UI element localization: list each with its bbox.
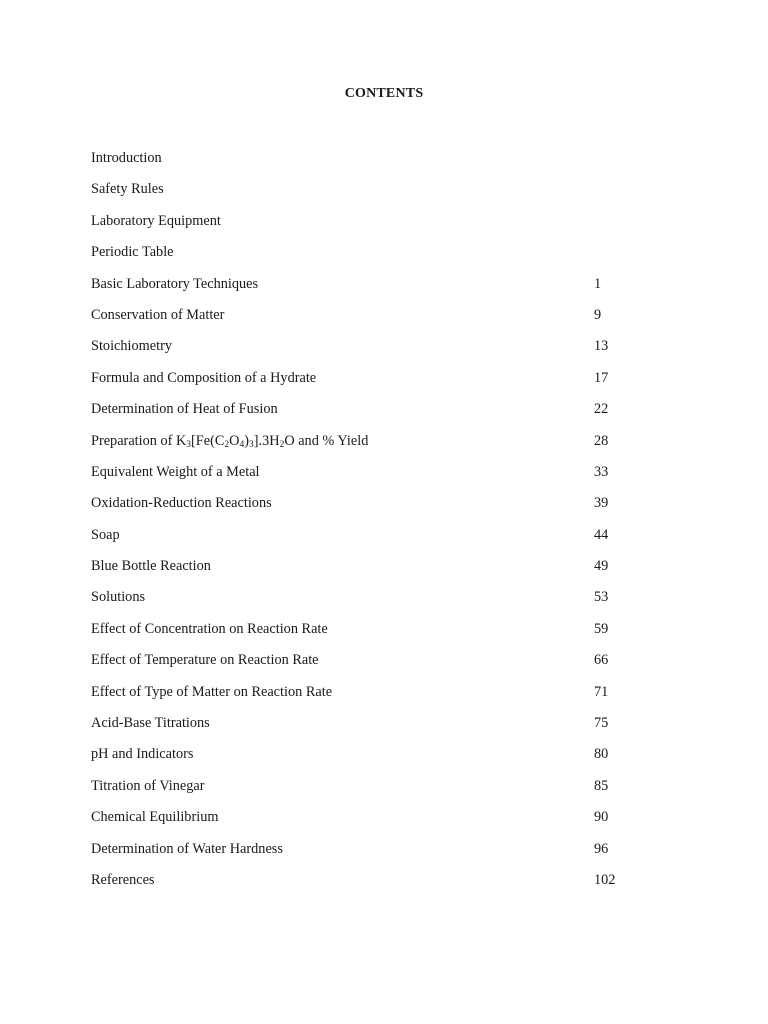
toc-entry-page: 1 [594, 275, 602, 292]
toc-entry-page: 39 [594, 495, 609, 512]
toc-entry-label: Formula and Composition of a Hydrate [91, 369, 317, 386]
toc-entry-solutions[interactable] [91, 588, 631, 619]
label-text: O [229, 432, 240, 449]
toc-entry-label: Effect of Temperature on Reaction Rate [91, 652, 319, 669]
toc-entry-label: Stoichiometry [91, 338, 173, 355]
toc-entry-introduction[interactable] [91, 149, 631, 180]
toc-entry-page: 90 [594, 809, 609, 826]
toc-entry-references[interactable] [91, 871, 631, 902]
contents-title: CONTENTS [344, 86, 424, 101]
toc-entry-oxidation-reduction[interactable] [91, 494, 631, 525]
toc-entry-preparation-yield[interactable] [91, 432, 631, 463]
toc-entry-label: References [91, 871, 155, 888]
label-text: Preparation of K [91, 432, 187, 449]
toc-entry-label: Soap [91, 526, 120, 543]
toc-entry-page: 13 [594, 338, 609, 355]
toc-entry-conservation-of-matter[interactable] [91, 306, 631, 337]
toc-entry-label: Effect of Type of Matter on Reaction Rate [91, 683, 333, 700]
toc-entry-formula-hydrate[interactable] [91, 369, 631, 400]
toc-entry-page: 71 [594, 683, 609, 700]
toc-entry-label: Determination of Water Hardness [91, 840, 283, 857]
label-text: ].3H [253, 432, 280, 449]
toc-entry-blue-bottle[interactable] [91, 557, 631, 588]
toc-entry-label: Blue Bottle Reaction [91, 558, 211, 575]
toc-entry-label: Laboratory Equipment [91, 212, 221, 229]
label-text: ) [244, 432, 249, 449]
toc-entry-page: 22 [594, 401, 609, 418]
toc-entry-page: 85 [594, 777, 609, 794]
toc-entry-label: Determination of Heat of Fusion [91, 401, 278, 418]
toc-entry-label: pH and Indicators [91, 746, 194, 763]
toc-entry-label: Periodic Table [91, 244, 174, 261]
toc-entry-label: Safety Rules [91, 181, 164, 198]
toc-entry-page: 44 [594, 526, 609, 543]
subscript: 4 [239, 439, 245, 450]
table-of-contents [91, 149, 631, 902]
toc-entry-label: Equivalent Weight of a Metal [91, 463, 260, 480]
toc-entry-page: 102 [594, 871, 616, 888]
toc-entry-stoichiometry[interactable] [91, 337, 631, 368]
toc-entry-heat-of-fusion[interactable] [91, 400, 631, 431]
toc-entry-page: 9 [594, 306, 602, 323]
toc-entry-label: Conservation of Matter [91, 306, 225, 323]
toc-entry-equivalent-weight[interactable] [91, 463, 631, 494]
subscript: 2 [224, 439, 230, 450]
subscript: 3 [249, 439, 254, 450]
label-text: [Fe(C [191, 432, 225, 449]
toc-entry-label [91, 432, 368, 450]
toc-entry-basic-laboratory-techniques[interactable] [91, 275, 631, 306]
toc-entry-ph-indicators[interactable] [91, 745, 631, 776]
toc-entry-page: 66 [594, 652, 609, 669]
toc-entry-laboratory-equipment[interactable] [91, 212, 631, 243]
toc-entry-label: Basic Laboratory Techniques [91, 275, 259, 292]
toc-entry-temperature-rate[interactable] [91, 651, 631, 682]
toc-entry-soap[interactable] [91, 526, 631, 557]
toc-entry-titration-vinegar[interactable] [91, 777, 631, 808]
toc-entry-label: Chemical Equilibrium [91, 809, 219, 826]
toc-entry-page: 59 [594, 620, 609, 637]
toc-entry-label: Effect of Concentration on Reaction Rate [91, 620, 328, 637]
toc-entry-label: Introduction [91, 150, 162, 166]
toc-entry-page: 28 [594, 432, 609, 449]
toc-entry-page: 96 [594, 840, 609, 857]
toc-entry-page: 17 [594, 369, 609, 386]
toc-entry-page: 53 [594, 589, 609, 606]
toc-entry-periodic-table[interactable] [91, 243, 631, 274]
toc-entry-acid-base-titrations[interactable] [91, 714, 631, 745]
subscript: 2 [279, 439, 285, 450]
toc-entry-label: Solutions [91, 589, 146, 606]
toc-entry-page: 33 [594, 463, 609, 480]
toc-entry-label: Acid-Base Titrations [91, 715, 210, 732]
toc-entry-matter-rate[interactable] [91, 683, 631, 714]
label-text: O and % Yield [284, 432, 369, 449]
toc-entry-page: 80 [594, 746, 609, 763]
toc-entry-concentration-rate[interactable] [91, 620, 631, 651]
toc-entry-page: 49 [594, 558, 609, 575]
toc-entry-label: Oxidation-Reduction Reactions [91, 495, 272, 512]
toc-entry-water-hardness[interactable] [91, 840, 631, 871]
subscript: 3 [186, 439, 192, 450]
toc-entry-chemical-equilibrium[interactable] [91, 808, 631, 839]
toc-entry-safety-rules[interactable] [91, 180, 631, 211]
toc-entry-page: 75 [594, 715, 609, 732]
toc-entry-label: Titration of Vinegar [91, 777, 205, 794]
